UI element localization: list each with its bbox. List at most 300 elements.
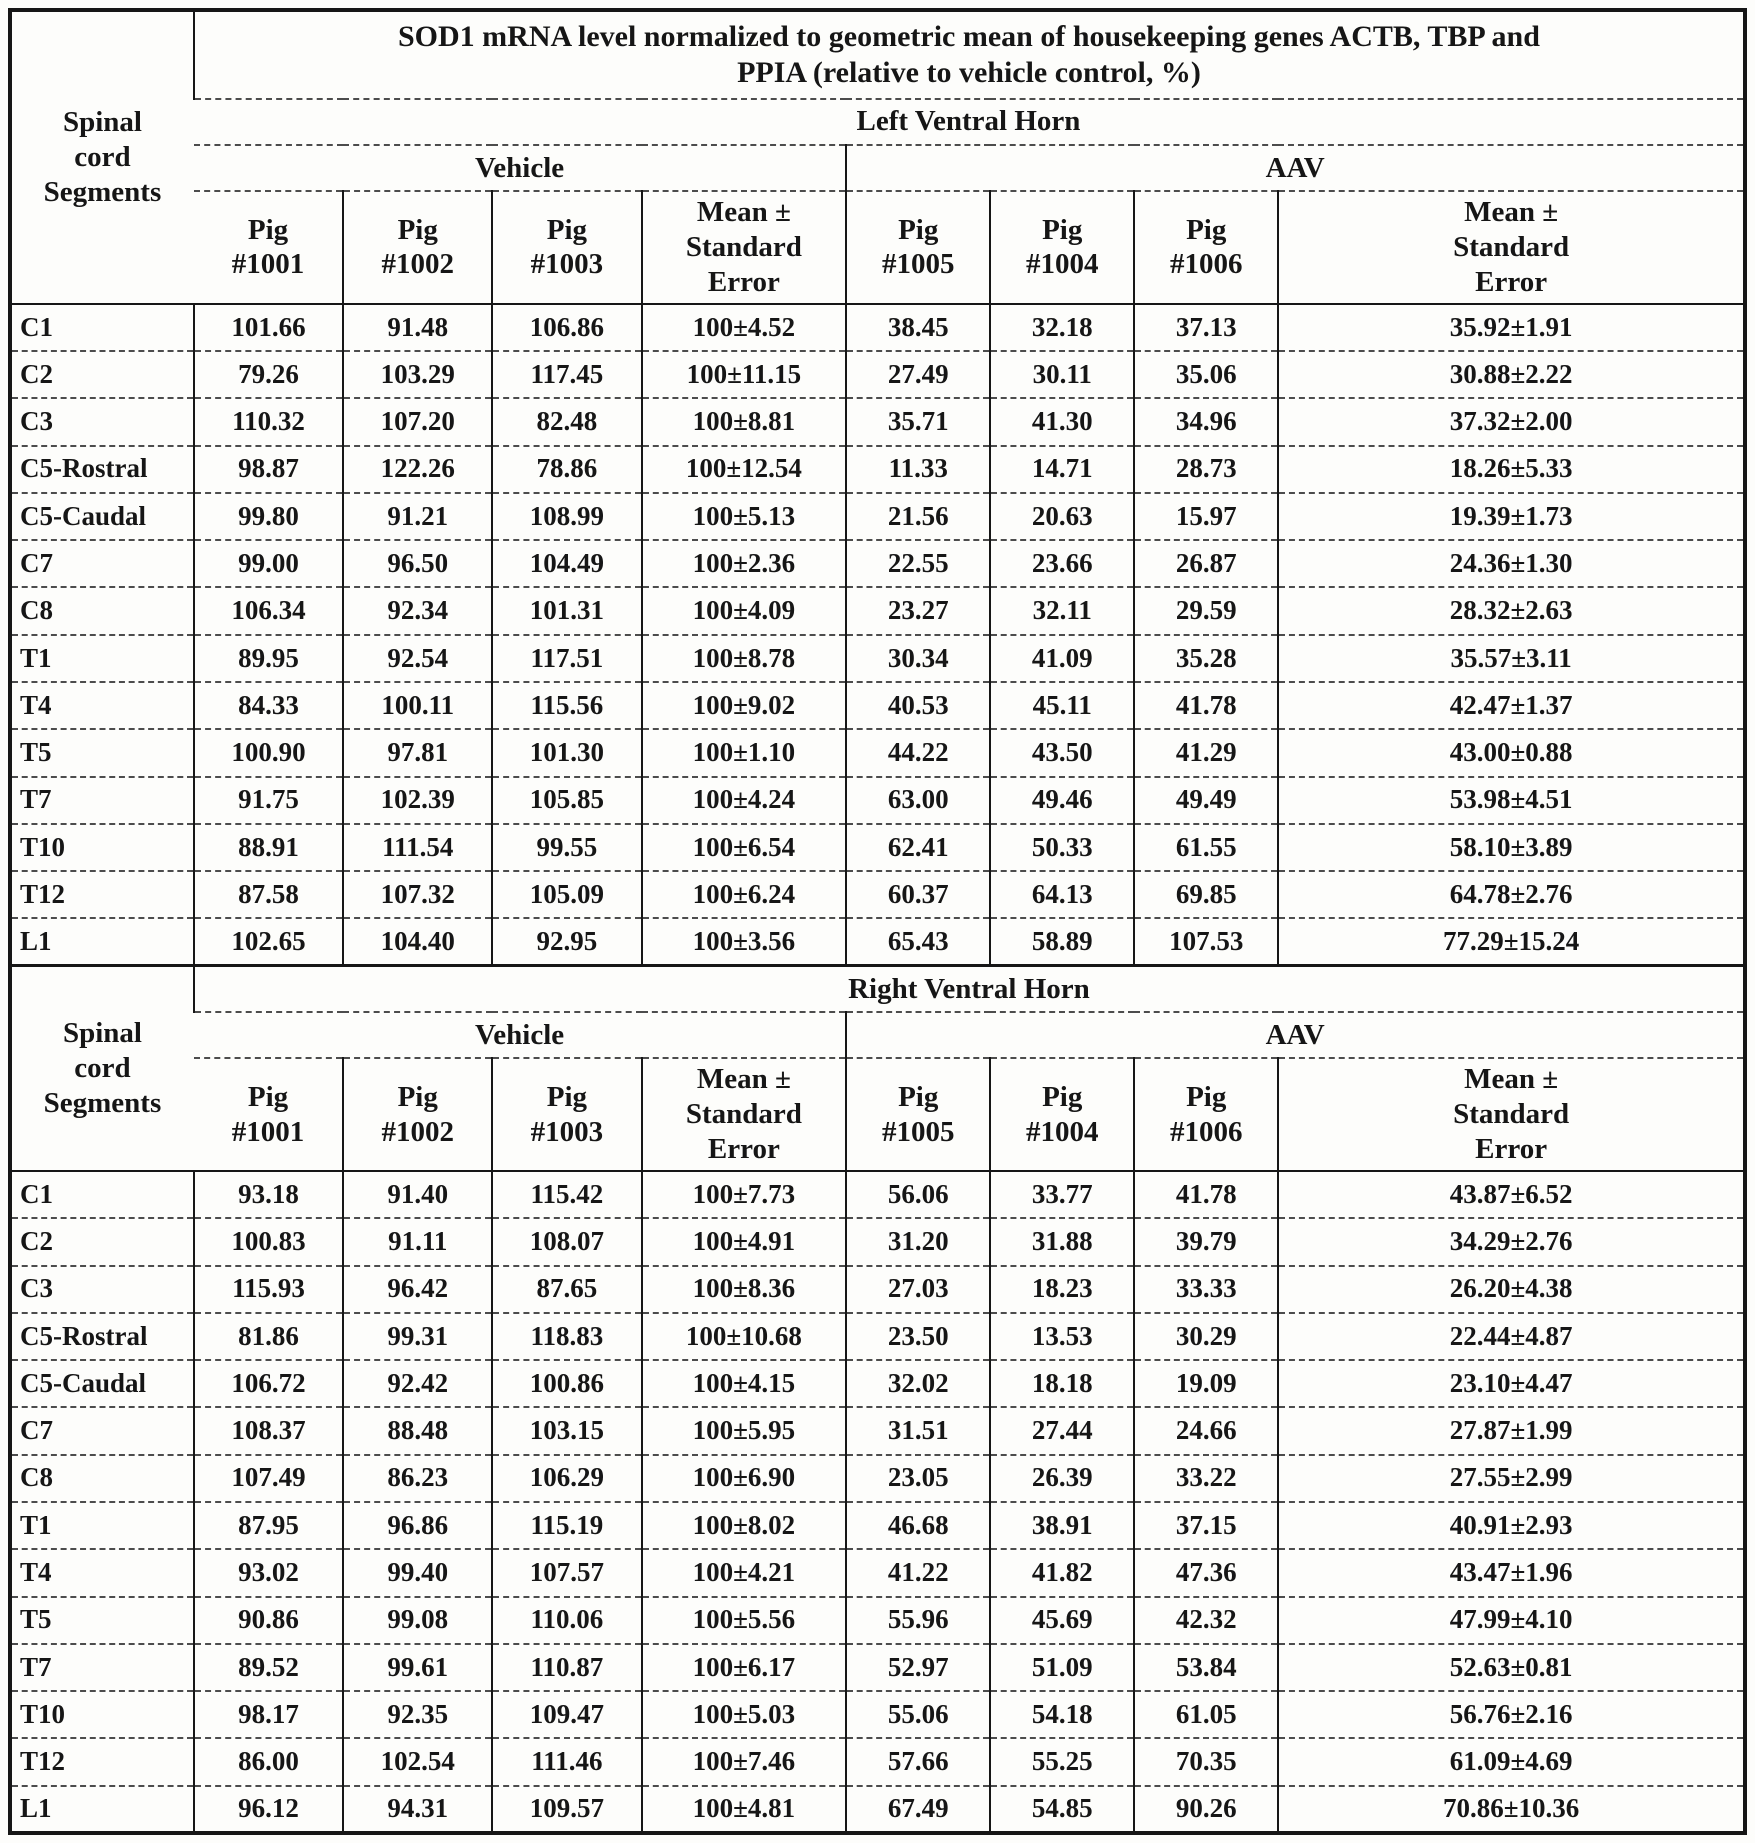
value-cell: 107.49 <box>194 1455 343 1502</box>
value-cell: 54.18 <box>990 1691 1134 1738</box>
sod1-mrna-table <box>8 8 1747 1835</box>
value-cell: 110.87 <box>492 1644 641 1691</box>
right-section-rows <box>10 1171 1745 1833</box>
segment-cell: T12 <box>10 871 194 918</box>
value-cell: 28.32±2.63 <box>1278 587 1745 634</box>
value-cell: 110.06 <box>492 1597 641 1644</box>
value-cell: 41.78 <box>1134 682 1278 729</box>
value-cell: 90.26 <box>1134 1786 1278 1833</box>
value-cell: 100±5.13 <box>642 493 847 540</box>
value-cell: 31.20 <box>846 1218 990 1265</box>
value-cell: 29.59 <box>1134 587 1278 634</box>
value-cell: 96.50 <box>343 540 492 587</box>
value-cell: 15.97 <box>1134 493 1278 540</box>
value-cell: 109.47 <box>492 1691 641 1738</box>
col-header-pig-1005: Pig #1005 <box>846 1058 990 1171</box>
value-cell: 34.29±2.76 <box>1278 1218 1745 1265</box>
col-header-pig-1004: Pig #1004 <box>990 1058 1134 1171</box>
value-cell: 47.36 <box>1134 1549 1278 1596</box>
value-cell: 91.40 <box>343 1171 492 1218</box>
col-header-pig-1001: Pig #1001 <box>194 191 343 304</box>
table-row <box>10 1360 1745 1407</box>
value-cell: 100±12.54 <box>642 446 847 493</box>
value-cell: 61.05 <box>1134 1691 1278 1738</box>
value-cell: 103.29 <box>343 351 492 398</box>
segment-cell: T5 <box>10 729 194 776</box>
value-cell: 104.40 <box>343 918 492 965</box>
value-cell: 18.18 <box>990 1360 1134 1407</box>
value-cell: 27.03 <box>846 1266 990 1313</box>
value-cell: 100±4.09 <box>642 587 847 634</box>
value-cell: 108.07 <box>492 1218 641 1265</box>
value-cell: 23.10±4.47 <box>1278 1360 1745 1407</box>
col-header-pig-1004: Pig #1004 <box>990 191 1134 304</box>
value-cell: 100.90 <box>194 729 343 776</box>
value-cell: 103.15 <box>492 1407 641 1454</box>
value-cell: 101.30 <box>492 729 641 776</box>
value-cell: 89.52 <box>194 1644 343 1691</box>
value-cell: 54.85 <box>990 1786 1134 1833</box>
value-cell: 30.88±2.22 <box>1278 351 1745 398</box>
value-cell: 61.09±4.69 <box>1278 1738 1745 1785</box>
group-header-vehicle: Vehicle <box>194 1012 846 1058</box>
value-cell: 55.06 <box>846 1691 990 1738</box>
value-cell: 100.83 <box>194 1218 343 1265</box>
value-cell: 101.31 <box>492 587 641 634</box>
value-cell: 38.45 <box>846 304 990 351</box>
segment-cell: C1 <box>10 304 194 351</box>
value-cell: 92.34 <box>343 587 492 634</box>
value-cell: 53.98±4.51 <box>1278 777 1745 824</box>
value-cell: 100±4.52 <box>642 304 847 351</box>
value-cell: 37.13 <box>1134 304 1278 351</box>
value-cell: 55.25 <box>990 1738 1134 1785</box>
value-cell: 35.06 <box>1134 351 1278 398</box>
value-cell: 42.47±1.37 <box>1278 682 1745 729</box>
table-row <box>10 493 1745 540</box>
segment-column-header: Spinal cord Segments <box>43 106 162 208</box>
value-cell: 107.32 <box>343 871 492 918</box>
col-header-pig-1002: Pig #1002 <box>343 1058 492 1171</box>
table-row <box>10 635 1745 682</box>
col-header-pig-1005: Pig #1005 <box>846 191 990 304</box>
value-cell: 100±8.02 <box>642 1502 847 1549</box>
value-cell: 111.46 <box>492 1738 641 1785</box>
value-cell: 26.39 <box>990 1455 1134 1502</box>
value-cell: 45.69 <box>990 1597 1134 1644</box>
value-cell: 56.06 <box>846 1171 990 1218</box>
value-cell: 27.55±2.99 <box>1278 1455 1745 1502</box>
value-cell: 96.42 <box>343 1266 492 1313</box>
table-row <box>10 351 1745 398</box>
table-row <box>10 587 1745 634</box>
section-name-right: Right Ventral Horn <box>194 966 1745 1012</box>
value-cell: 87.65 <box>492 1266 641 1313</box>
value-cell: 108.99 <box>492 493 641 540</box>
segment-cell: C7 <box>10 540 194 587</box>
table-row <box>10 1407 1745 1454</box>
value-cell: 91.11 <box>343 1218 492 1265</box>
column-header-row <box>10 191 1745 304</box>
table-row <box>10 1597 1745 1644</box>
left-section-header <box>10 10 1745 304</box>
value-cell: 107.53 <box>1134 918 1278 965</box>
col-header-pig-1003: Pig #1003 <box>492 1058 641 1171</box>
value-cell: 58.10±3.89 <box>1278 824 1745 871</box>
value-cell: 19.09 <box>1134 1360 1278 1407</box>
table-title: SOD1 mRNA level normalized to geometric mean of housekeeping genes ACTB, TBP and PPIA (relative to vehicle control, %) <box>194 10 1745 99</box>
value-cell: 18.23 <box>990 1266 1134 1313</box>
value-cell: 99.00 <box>194 540 343 587</box>
value-cell: 35.71 <box>846 398 990 445</box>
right-section-header <box>10 966 1745 1171</box>
segment-cell: L1 <box>10 1786 194 1833</box>
group-header-vehicle: Vehicle <box>194 145 846 191</box>
value-cell: 65.43 <box>846 918 990 965</box>
value-cell: 13.53 <box>990 1313 1134 1360</box>
value-cell: 63.00 <box>846 777 990 824</box>
value-cell: 77.29±15.24 <box>1278 918 1745 965</box>
value-cell: 100±6.24 <box>642 871 847 918</box>
value-cell: 97.81 <box>343 729 492 776</box>
value-cell: 50.33 <box>990 824 1134 871</box>
value-cell: 35.28 <box>1134 635 1278 682</box>
value-cell: 31.51 <box>846 1407 990 1454</box>
value-cell: 33.77 <box>990 1171 1134 1218</box>
value-cell: 55.96 <box>846 1597 990 1644</box>
value-cell: 39.79 <box>1134 1218 1278 1265</box>
value-cell: 109.57 <box>492 1786 641 1833</box>
table-row <box>10 1502 1745 1549</box>
col-header-pig-1003: Pig #1003 <box>492 191 641 304</box>
table-row <box>10 1644 1745 1691</box>
table-row <box>10 871 1745 918</box>
value-cell: 58.89 <box>990 918 1134 965</box>
segment-cell: C5-Rostral <box>10 446 194 493</box>
value-cell: 100±3.56 <box>642 918 847 965</box>
table-row <box>10 1549 1745 1596</box>
value-cell: 100±9.02 <box>642 682 847 729</box>
table-row <box>10 398 1745 445</box>
segment-cell: C5-Caudal <box>10 493 194 540</box>
segment-cell: T10 <box>10 824 194 871</box>
value-cell: 100±6.17 <box>642 1644 847 1691</box>
value-cell: 27.44 <box>990 1407 1134 1454</box>
value-cell: 23.05 <box>846 1455 990 1502</box>
value-cell: 35.57±3.11 <box>1278 635 1745 682</box>
table-row <box>10 1691 1745 1738</box>
value-cell: 108.37 <box>194 1407 343 1454</box>
value-cell: 78.86 <box>492 446 641 493</box>
table-row <box>10 1171 1745 1218</box>
value-cell: 115.42 <box>492 1171 641 1218</box>
table-row <box>10 729 1745 776</box>
value-cell: 99.80 <box>194 493 343 540</box>
value-cell: 34.96 <box>1134 398 1278 445</box>
section-name-row <box>10 99 1745 145</box>
value-cell: 118.83 <box>492 1313 641 1360</box>
value-cell: 22.55 <box>846 540 990 587</box>
value-cell: 98.87 <box>194 446 343 493</box>
value-cell: 24.36±1.30 <box>1278 540 1745 587</box>
col-header-pig-1006: Pig #1006 <box>1134 1058 1278 1171</box>
col-header-vehicle-mean: Mean ± Standard Error <box>642 1058 847 1171</box>
col-header-pig-1001: Pig #1001 <box>194 1058 343 1171</box>
segment-cell: T10 <box>10 1691 194 1738</box>
value-cell: 102.54 <box>343 1738 492 1785</box>
column-header-row <box>10 1058 1745 1171</box>
value-cell: 92.42 <box>343 1360 492 1407</box>
value-cell: 23.50 <box>846 1313 990 1360</box>
table-row <box>10 1218 1745 1265</box>
segment-cell: L1 <box>10 918 194 965</box>
segment-cell: T4 <box>10 1549 194 1596</box>
value-cell: 35.92±1.91 <box>1278 304 1745 351</box>
value-cell: 52.97 <box>846 1644 990 1691</box>
value-cell: 32.18 <box>990 304 1134 351</box>
table-row <box>10 1786 1745 1833</box>
value-cell: 41.29 <box>1134 729 1278 776</box>
value-cell: 100±7.73 <box>642 1171 847 1218</box>
value-cell: 43.47±1.96 <box>1278 1549 1745 1596</box>
table-row <box>10 1455 1745 1502</box>
value-cell: 24.66 <box>1134 1407 1278 1454</box>
value-cell: 105.85 <box>492 777 641 824</box>
group-header-row <box>10 1012 1745 1058</box>
value-cell: 84.33 <box>194 682 343 729</box>
value-cell: 23.27 <box>846 587 990 634</box>
value-cell: 100±10.68 <box>642 1313 847 1360</box>
value-cell: 88.48 <box>343 1407 492 1454</box>
value-cell: 43.50 <box>990 729 1134 776</box>
value-cell: 41.82 <box>990 1549 1134 1596</box>
value-cell: 100±6.54 <box>642 824 847 871</box>
col-header-vehicle-mean: Mean ± Standard Error <box>642 191 847 304</box>
value-cell: 81.86 <box>194 1313 343 1360</box>
value-cell: 90.86 <box>194 1597 343 1644</box>
value-cell: 86.00 <box>194 1738 343 1785</box>
value-cell: 106.86 <box>492 304 641 351</box>
table-row <box>10 1738 1745 1785</box>
value-cell: 38.91 <box>990 1502 1134 1549</box>
table-row <box>10 1313 1745 1360</box>
table-row <box>10 824 1745 871</box>
value-cell: 101.66 <box>194 304 343 351</box>
value-cell: 37.15 <box>1134 1502 1278 1549</box>
value-cell: 106.34 <box>194 587 343 634</box>
value-cell: 100±5.95 <box>642 1407 847 1454</box>
value-cell: 99.40 <box>343 1549 492 1596</box>
value-cell: 100±4.24 <box>642 777 847 824</box>
table-row <box>10 918 1745 965</box>
value-cell: 70.35 <box>1134 1738 1278 1785</box>
value-cell: 60.37 <box>846 871 990 918</box>
value-cell: 107.20 <box>343 398 492 445</box>
col-header-pig-1002: Pig #1002 <box>343 191 492 304</box>
col-header-aav-mean: Mean ± Standard Error <box>1278 191 1745 304</box>
table-row <box>10 540 1745 587</box>
value-cell: 117.51 <box>492 635 641 682</box>
segment-cell: T1 <box>10 635 194 682</box>
value-cell: 100±6.90 <box>642 1455 847 1502</box>
value-cell: 40.91±2.93 <box>1278 1502 1745 1549</box>
value-cell: 64.13 <box>990 871 1134 918</box>
value-cell: 86.23 <box>343 1455 492 1502</box>
value-cell: 102.39 <box>343 777 492 824</box>
value-cell: 22.44±4.87 <box>1278 1313 1745 1360</box>
value-cell: 33.22 <box>1134 1455 1278 1502</box>
value-cell: 92.95 <box>492 918 641 965</box>
value-cell: 43.87±6.52 <box>1278 1171 1745 1218</box>
value-cell: 100±11.15 <box>642 351 847 398</box>
section-name-row <box>10 966 1745 1012</box>
segment-cell: C7 <box>10 1407 194 1454</box>
value-cell: 51.09 <box>990 1644 1134 1691</box>
segment-cell: T7 <box>10 1644 194 1691</box>
value-cell: 100±1.10 <box>642 729 847 776</box>
value-cell: 11.33 <box>846 446 990 493</box>
value-cell: 100±4.15 <box>642 1360 847 1407</box>
value-cell: 104.49 <box>492 540 641 587</box>
value-cell: 98.17 <box>194 1691 343 1738</box>
value-cell: 111.54 <box>343 824 492 871</box>
value-cell: 102.65 <box>194 918 343 965</box>
table-row <box>10 777 1745 824</box>
value-cell: 92.35 <box>343 1691 492 1738</box>
value-cell: 14.71 <box>990 446 1134 493</box>
segment-cell: T7 <box>10 777 194 824</box>
table-row <box>10 446 1745 493</box>
value-cell: 107.57 <box>492 1549 641 1596</box>
value-cell: 100±5.56 <box>642 1597 847 1644</box>
value-cell: 87.58 <box>194 871 343 918</box>
value-cell: 117.45 <box>492 351 641 398</box>
value-cell: 27.87±1.99 <box>1278 1407 1745 1454</box>
value-cell: 115.93 <box>194 1266 343 1313</box>
value-cell: 100±7.46 <box>642 1738 847 1785</box>
value-cell: 70.86±10.36 <box>1278 1786 1745 1833</box>
value-cell: 100±8.36 <box>642 1266 847 1313</box>
group-header-aav: AAV <box>846 145 1745 191</box>
value-cell: 99.31 <box>343 1313 492 1360</box>
value-cell: 31.88 <box>990 1218 1134 1265</box>
value-cell: 44.22 <box>846 729 990 776</box>
value-cell: 93.18 <box>194 1171 343 1218</box>
value-cell: 99.55 <box>492 824 641 871</box>
value-cell: 49.49 <box>1134 777 1278 824</box>
segment-cell: C5-Rostral <box>10 1313 194 1360</box>
value-cell: 100±4.81 <box>642 1786 847 1833</box>
value-cell: 53.84 <box>1134 1644 1278 1691</box>
segment-cell: C1 <box>10 1171 194 1218</box>
value-cell: 89.95 <box>194 635 343 682</box>
group-header-aav: AAV <box>846 1012 1745 1058</box>
value-cell: 30.11 <box>990 351 1134 398</box>
value-cell: 40.53 <box>846 682 990 729</box>
value-cell: 41.09 <box>990 635 1134 682</box>
segment-cell: T1 <box>10 1502 194 1549</box>
table-row <box>10 304 1745 351</box>
value-cell: 92.54 <box>343 635 492 682</box>
value-cell: 122.26 <box>343 446 492 493</box>
value-cell: 91.48 <box>343 304 492 351</box>
value-cell: 28.73 <box>1134 446 1278 493</box>
value-cell: 93.02 <box>194 1549 343 1596</box>
value-cell: 41.78 <box>1134 1171 1278 1218</box>
value-cell: 42.32 <box>1134 1597 1278 1644</box>
value-cell: 32.02 <box>846 1360 990 1407</box>
value-cell: 69.85 <box>1134 871 1278 918</box>
value-cell: 33.33 <box>1134 1266 1278 1313</box>
value-cell: 100±2.36 <box>642 540 847 587</box>
value-cell: 43.00±0.88 <box>1278 729 1745 776</box>
value-cell: 45.11 <box>990 682 1134 729</box>
segment-cell: C8 <box>10 1455 194 1502</box>
value-cell: 106.29 <box>492 1455 641 1502</box>
segment-column-header: Spinal cord Segments <box>10 966 194 1171</box>
value-cell: 23.66 <box>990 540 1134 587</box>
segment-cell: C8 <box>10 587 194 634</box>
value-cell: 49.46 <box>990 777 1134 824</box>
value-cell: 79.26 <box>194 351 343 398</box>
segment-cell: T5 <box>10 1597 194 1644</box>
value-cell: 19.39±1.73 <box>1278 493 1745 540</box>
value-cell: 96.86 <box>343 1502 492 1549</box>
segment-cell: T12 <box>10 1738 194 1785</box>
value-cell: 100±4.21 <box>642 1549 847 1596</box>
group-header-row <box>10 145 1745 191</box>
value-cell: 46.68 <box>846 1502 990 1549</box>
segment-cell: C2 <box>10 1218 194 1265</box>
value-cell: 30.34 <box>846 635 990 682</box>
value-cell: 37.32±2.00 <box>1278 398 1745 445</box>
value-cell: 18.26±5.33 <box>1278 446 1745 493</box>
value-cell: 110.32 <box>194 398 343 445</box>
value-cell: 62.41 <box>846 824 990 871</box>
value-cell: 91.75 <box>194 777 343 824</box>
segment-cell: C3 <box>10 1266 194 1313</box>
value-cell: 26.20±4.38 <box>1278 1266 1745 1313</box>
col-header-pig-1006: Pig #1006 <box>1134 191 1278 304</box>
value-cell: 47.99±4.10 <box>1278 1597 1745 1644</box>
value-cell: 27.49 <box>846 351 990 398</box>
value-cell: 100.86 <box>492 1360 641 1407</box>
value-cell: 56.76±2.16 <box>1278 1691 1745 1738</box>
table-row <box>10 1266 1745 1313</box>
segment-cell: C2 <box>10 351 194 398</box>
value-cell: 100.11 <box>343 682 492 729</box>
value-cell: 26.87 <box>1134 540 1278 587</box>
value-cell: 100±4.91 <box>642 1218 847 1265</box>
section-name-left: Left Ventral Horn <box>194 99 1745 145</box>
value-cell: 100±8.78 <box>642 635 847 682</box>
value-cell: 91.21 <box>343 493 492 540</box>
title-row <box>10 10 1745 99</box>
value-cell: 32.11 <box>990 587 1134 634</box>
value-cell: 41.30 <box>990 398 1134 445</box>
segment-cell: C5-Caudal <box>10 1360 194 1407</box>
segment-cell: T4 <box>10 682 194 729</box>
value-cell: 61.55 <box>1134 824 1278 871</box>
col-header-aav-mean: Mean ± Standard Error <box>1278 1058 1745 1171</box>
table-row <box>10 682 1745 729</box>
value-cell: 106.72 <box>194 1360 343 1407</box>
value-cell: 99.08 <box>343 1597 492 1644</box>
value-cell: 87.95 <box>194 1502 343 1549</box>
value-cell: 100±8.81 <box>642 398 847 445</box>
value-cell: 96.12 <box>194 1786 343 1833</box>
value-cell: 57.66 <box>846 1738 990 1785</box>
